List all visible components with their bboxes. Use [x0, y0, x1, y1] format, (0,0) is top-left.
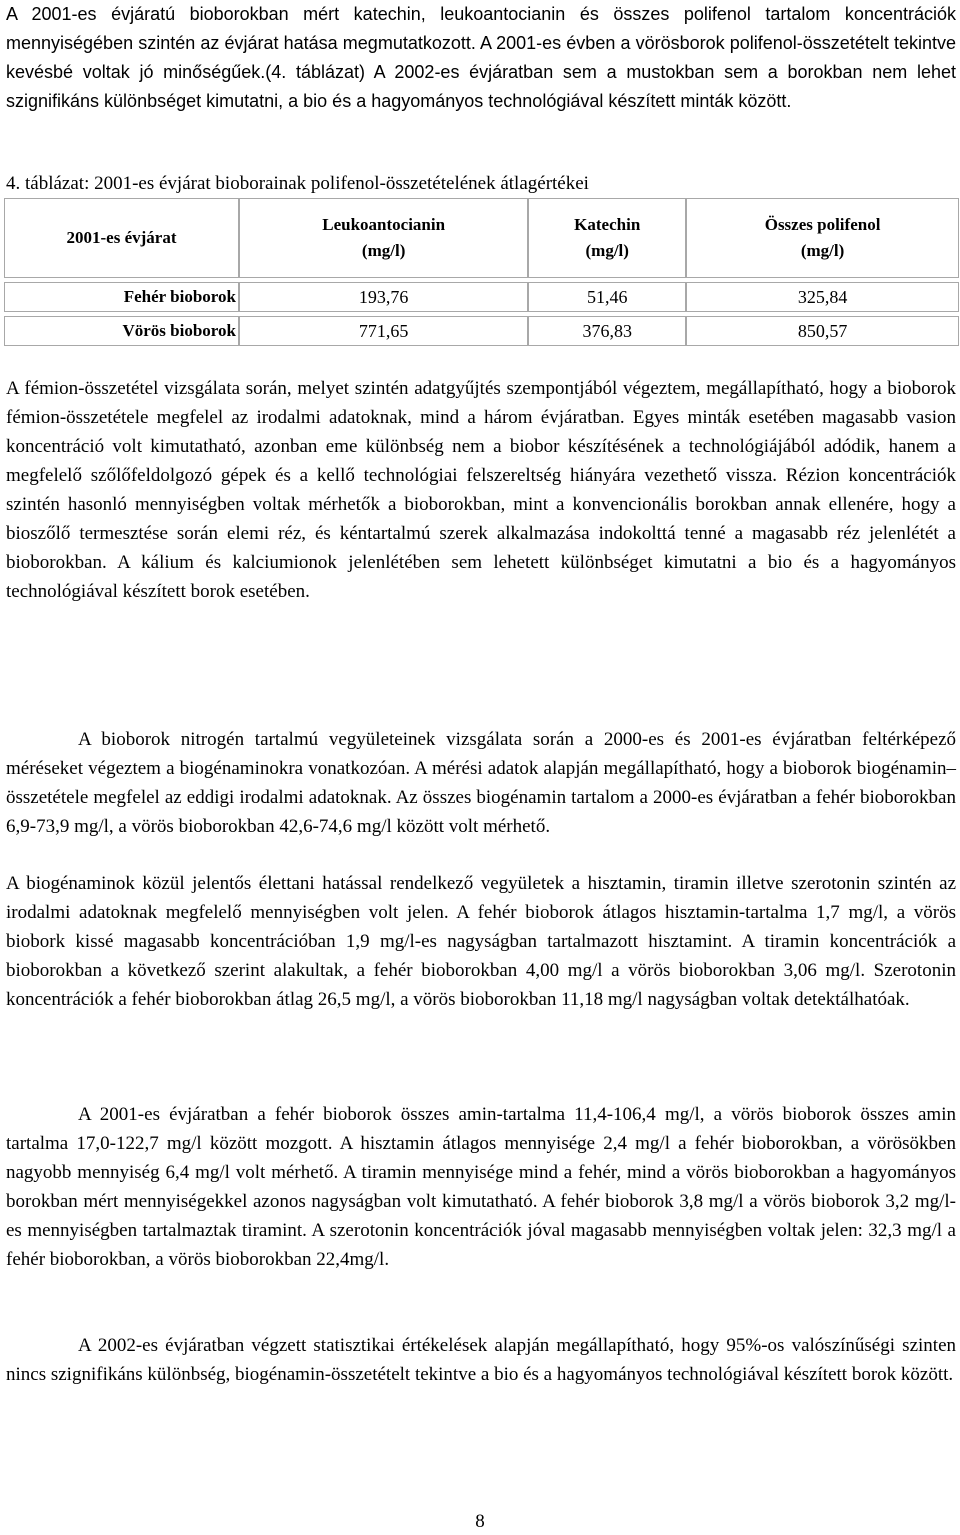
table-row — [4, 316, 959, 346]
paragraph-metal-ions: A fémion-összetétel vizsgálata során, melyet szintén adatgyűjtés szempontjából végeztem, megállapítható, hogy a bioborok fémion-összetétele megfelel az irodalmi adatoknak, mind a három évjáratban. Egyes minták esetében magasabb vasion koncentráció volt kimutatható, azonban eme különbség nem a biobor készítésének a technológiájából adódik, hanem a megfelelő szőlőfeldolgozó gépek és a kellő technológiai felszereltség hiányára vezethető vissza. Rézion koncentrációk szintén hasonló mennyiségben voltak mérhetők a bioborokban, mint a konvencionális borokban annak ellenére, hogy a bioszőlő termesztése során elemi réz, és kéntartalmú szerek alkalmazása indokolttá tenné a magasabb réz jelenlétét a bioborokban. A kálium és kalciumionok jelenlétében sem lehetett különbséget kimutatni a bio és a hagyományos technológiával készített borok esetében. — [6, 378, 956, 602]
column-header-leukoantocianin — [239, 198, 528, 278]
row-label: Vörös bioborok — [4, 316, 239, 346]
page-number: 8 — [475, 1511, 485, 1532]
paragraph-biogenic-amines: A bioborok nitrogén tartalmú vegyületeinek vizsgálata során a 2000-es és 2001-es évjáratban feltérképező méréseket végeztem a biogénaminokra vonatkozóan. A mérési adatok alapján megállapítható, hogy a bioborok biogénamin–összetétele megfelel az eddigi irodalmi adatoknak. Az összes biogénamin tartalom a 2000-es évjáratban a fehér bioborokban 6,9-73,9 mg/l, a vörös bioborokban 42,6-74,6 mg/l között volt mérhető. — [6, 729, 956, 837]
paragraph-2002-statistics: A 2002-es évjáratban végzett statisztikai értékelések alapján megállapítható, hogy 95%-os valószínűségi szinten nincs szignifikáns különbség, biogénamin-összetételt tekintve a bio és a hagyományos technológiával készített borok között. — [6, 1335, 956, 1385]
column-unit: (mg/l) — [800, 241, 845, 260]
paragraph-polyphenol-intro: A 2001-es évjáratú bioborokban mért katechin, leukoantocianin és összes polifenol tartalom koncentrációk mennyiségében szintén az évjárat hatása megmutatkozott. A 2001-es évben a vörösborok polifenol-összetételt tekintve kevésbé voltak jó minőségűek.(4. táblázat) A 2002-es évjáratban sem a mustokban sem a borokban nem lehet szignifikáns különbséget kimutatni, a bio és a hagyományos technológiával készített minták között. — [6, 4, 956, 111]
paragraph-2001-amines: A 2001-es évjáratban a fehér bioborok összes amin-tartalma 11,4-106,4 mg/l, a vörös bioborok összes amin tartalma 17,0-122,7 mg/l között mozgott. A hisztamin átlagos mennyisége 2,4 mg/l a fehér bioborokban, a vörösökben nagyobb mennyiség 6,4 mg/l volt mérhető. A tiramin mennyisége mind a fehér, mind a vörös bioborokban a hagyományos borokban mért mennyiségekkel azonos nagyságban volt kimutatható. A fehér bioborok 3,8 mg/l a vörös bioborok 3,2 mg/l-es mennyiségben tartalmaztak tiramint. A szerotonin koncentrációk jóval magasabb mennyiségben voltak jelen: 32,3 mg/l a fehér bioborokban, a vörös bioborokban 22,4mg/l. — [6, 1104, 956, 1270]
column-header-osszes-polifenol — [686, 198, 959, 278]
paragraph-histamine-tyramine: A biogénaminok közül jelentős élettani hatással rendelkező vegyületek a hisztamin, tiramin illetve szerotonin szintén az irodalmi adatoknak megfelelő mennyiségben volt jelen. A fehér bioborok átlagos hisztamin-tartalma 1,7 mg/l, a vörös biobork kissé magasabb koncentrációban 1,9 mg/l-es nagyságban tartalmazott hisztamint. A tiramin koncentrációk a bioborokban a következő szerint alakultak, a fehér bioborokban 4,00 mg/l a vörös bioborokban 3,06 mg/l. Szerotonin koncentrációk a fehér bioborokban átlag 26,5 mg/l, a vörös bioborokban 11,18 mg/l nagyságban voltak detektálhatóak. — [6, 873, 956, 1010]
polyphenol-table — [4, 198, 959, 346]
table-corner-header: 2001-es évjárat — [4, 198, 239, 278]
column-name: Katechin — [574, 215, 641, 234]
table-cell: 193,76 — [239, 282, 528, 312]
column-name: Összes polifenol — [764, 215, 881, 234]
table-cell: 376,83 — [528, 316, 686, 346]
table-cell: 850,57 — [686, 316, 959, 346]
table-cell: 771,65 — [239, 316, 528, 346]
table-caption: 4. táblázat: 2001-es évjárat bioborainak polifenol-összetételének átlagértékei — [6, 173, 589, 194]
table-row — [4, 282, 959, 312]
column-unit: (mg/l) — [585, 241, 629, 260]
row-label: Fehér bioborok — [4, 282, 239, 312]
column-name: Leukoantocianin — [322, 215, 446, 234]
table-cell: 51,46 — [528, 282, 686, 312]
table-header-row — [4, 198, 959, 278]
column-header-katechin — [528, 198, 686, 278]
table-cell: 325,84 — [686, 282, 959, 312]
column-unit: (mg/l) — [361, 241, 406, 260]
